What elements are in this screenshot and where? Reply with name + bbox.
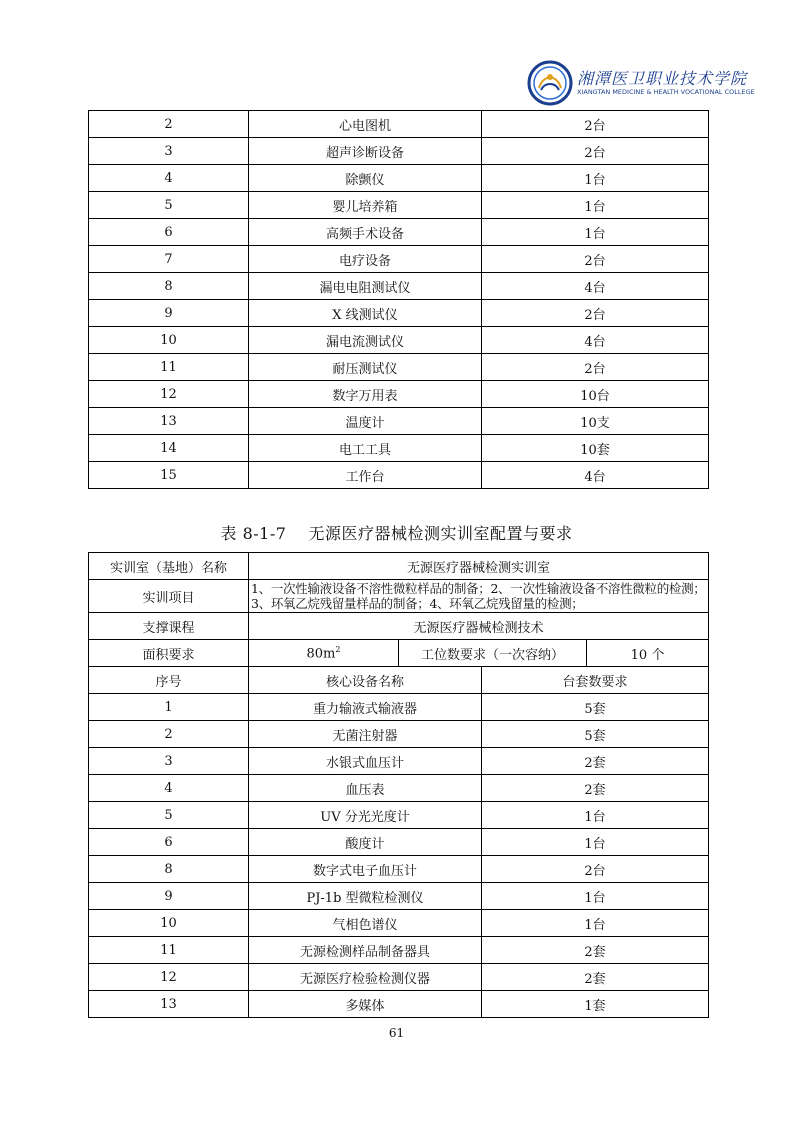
equipment-name: 漏电流测试仪	[249, 327, 482, 354]
equipment-quantity: 1台	[482, 192, 709, 219]
row-number: 2	[89, 111, 249, 138]
equipment-quantity: 10台	[482, 381, 709, 408]
equipment-name: 温度计	[249, 408, 482, 435]
equipment-quantity: 2台	[482, 111, 709, 138]
equipment-name: X 线测试仪	[249, 300, 482, 327]
equipment-quantity: 1台	[482, 829, 709, 856]
area-unit-sup: 2	[335, 644, 341, 654]
row-number: 9	[89, 300, 249, 327]
equipment-name: 数字万用表	[249, 381, 482, 408]
row-number: 11	[89, 937, 249, 964]
row-number: 4	[89, 165, 249, 192]
equipment-table-continued	[88, 110, 709, 489]
equipment-name: 水银式血压计	[249, 748, 482, 775]
col-header-no: 序号	[89, 667, 249, 694]
equipment-quantity: 1台	[482, 165, 709, 192]
table-row	[89, 883, 709, 910]
row-number: 10	[89, 327, 249, 354]
row-number: 7	[89, 246, 249, 273]
table-row	[89, 748, 709, 775]
equipment-quantity: 2套	[482, 964, 709, 991]
project-label: 实训项目	[89, 580, 249, 613]
row-number: 3	[89, 138, 249, 165]
equipment-name: 婴儿培养箱	[249, 192, 482, 219]
equipment-quantity: 1台	[482, 219, 709, 246]
college-logo	[527, 60, 755, 110]
equipment-quantity: 1台	[482, 883, 709, 910]
row-number: 5	[89, 192, 249, 219]
equipment-name: 高频手术设备	[249, 219, 482, 246]
equipment-quantity: 2套	[482, 775, 709, 802]
table-row	[89, 721, 709, 748]
equipment-quantity: 5套	[482, 694, 709, 721]
equipment-quantity: 2台	[482, 856, 709, 883]
equipment-quantity: 5套	[482, 721, 709, 748]
row-number: 3	[89, 748, 249, 775]
project-value: 1、一次性输液设备不溶性微粒样品的制备；2、一次性输液设备不溶性微粒的检测；3、环氧乙烷残留量样品的制备；4、环氧乙烷残留量的检测；	[249, 580, 709, 613]
row-number: 9	[89, 883, 249, 910]
table-row	[89, 219, 709, 246]
row-number: 6	[89, 219, 249, 246]
table-row	[89, 694, 709, 721]
table-row	[89, 273, 709, 300]
lab-name-label: 实训室（基地）名称	[89, 553, 249, 580]
station-value: 10 个	[587, 640, 709, 667]
table-row	[89, 192, 709, 219]
equipment-name: 电疗设备	[249, 246, 482, 273]
col-header-name: 核心设备名称	[249, 667, 482, 694]
equipment-name: 无源医疗检验检测仪器	[249, 964, 482, 991]
equipment-name: 耐压测试仪	[249, 354, 482, 381]
area-number: 80m	[306, 646, 336, 662]
equipment-name: 电工工具	[249, 435, 482, 462]
station-label: 工位数要求（一次容纳）	[399, 640, 587, 667]
table-caption: 表 8-1-7 无源医疗器械检测实训室配置与要求	[220, 524, 573, 543]
equipment-name: 无菌注射器	[249, 721, 482, 748]
equipment-quantity: 1套	[482, 991, 709, 1018]
table-row	[89, 964, 709, 991]
table-row	[89, 381, 709, 408]
equipment-name: 无源检测样品制备器具	[249, 937, 482, 964]
equipment-name: PJ-1b 型微粒检测仪	[249, 883, 482, 910]
area-value	[249, 640, 399, 667]
table-row	[89, 802, 709, 829]
row-number: 5	[89, 802, 249, 829]
equipment-quantity: 2台	[482, 300, 709, 327]
equipment-quantity: 2台	[482, 246, 709, 273]
equipment-quantity: 2套	[482, 748, 709, 775]
equipment-name: 气相色谱仪	[249, 910, 482, 937]
table-row	[89, 435, 709, 462]
table-row	[89, 829, 709, 856]
row-number: 15	[89, 462, 249, 489]
college-name-logo: 湘潭医卫职业技术学院	[577, 69, 748, 88]
table-row	[89, 775, 709, 802]
equipment-name: 漏电电阻测试仪	[249, 273, 482, 300]
equipment-name: 重力输液式输液器	[249, 694, 482, 721]
table-row	[89, 165, 709, 192]
equipment-name: 多媒体	[249, 991, 482, 1018]
table-row	[89, 327, 709, 354]
row-number: 13	[89, 408, 249, 435]
row-number: 1	[89, 694, 249, 721]
col-header-qty: 台套数要求	[482, 667, 709, 694]
equipment-quantity: 4台	[482, 462, 709, 489]
table-row	[89, 910, 709, 937]
table-row	[89, 408, 709, 435]
equipment-quantity: 1台	[482, 910, 709, 937]
area-label: 面积要求	[89, 640, 249, 667]
row-number: 8	[89, 856, 249, 883]
table-row	[89, 937, 709, 964]
course-value: 无源医疗器械检测技术	[249, 613, 709, 640]
table-row	[89, 991, 709, 1018]
equipment-name: UV 分光光度计	[249, 802, 482, 829]
equipment-quantity: 2套	[482, 937, 709, 964]
table-row	[89, 856, 709, 883]
equipment-quantity: 1台	[482, 802, 709, 829]
equipment-name: 心电图机	[249, 111, 482, 138]
equipment-name: 血压表	[249, 775, 482, 802]
college-emblem-icon	[527, 60, 573, 106]
equipment-name: 酸度计	[249, 829, 482, 856]
equipment-name: 除颤仪	[249, 165, 482, 192]
row-number: 8	[89, 273, 249, 300]
table-row	[89, 300, 709, 327]
equipment-quantity: 2台	[482, 138, 709, 165]
row-number: 11	[89, 354, 249, 381]
table-row	[89, 246, 709, 273]
course-label: 支撑课程	[89, 613, 249, 640]
row-number: 6	[89, 829, 249, 856]
equipment-quantity: 10支	[482, 408, 709, 435]
page-number: 61	[388, 1026, 405, 1040]
row-number: 12	[89, 381, 249, 408]
equipment-quantity: 2台	[482, 354, 709, 381]
equipment-quantity: 4台	[482, 327, 709, 354]
table-row	[89, 354, 709, 381]
row-number: 2	[89, 721, 249, 748]
equipment-quantity: 4台	[482, 273, 709, 300]
college-name-english: XIANGTAN MEDICINE & HEALTH VOCATIONAL COLLEGE	[577, 88, 755, 96]
row-number: 10	[89, 910, 249, 937]
equipment-name: 超声诊断设备	[249, 138, 482, 165]
passive-device-lab-table	[88, 552, 709, 1018]
table-row	[89, 138, 709, 165]
row-number: 13	[89, 991, 249, 1018]
equipment-quantity: 10套	[482, 435, 709, 462]
table-row	[89, 111, 709, 138]
equipment-name: 工作台	[249, 462, 482, 489]
row-number: 14	[89, 435, 249, 462]
lab-name-value: 无源医疗器械检测实训室	[249, 553, 709, 580]
row-number: 4	[89, 775, 249, 802]
table-row	[89, 462, 709, 489]
equipment-name: 数字式电子血压计	[249, 856, 482, 883]
row-number: 12	[89, 964, 249, 991]
